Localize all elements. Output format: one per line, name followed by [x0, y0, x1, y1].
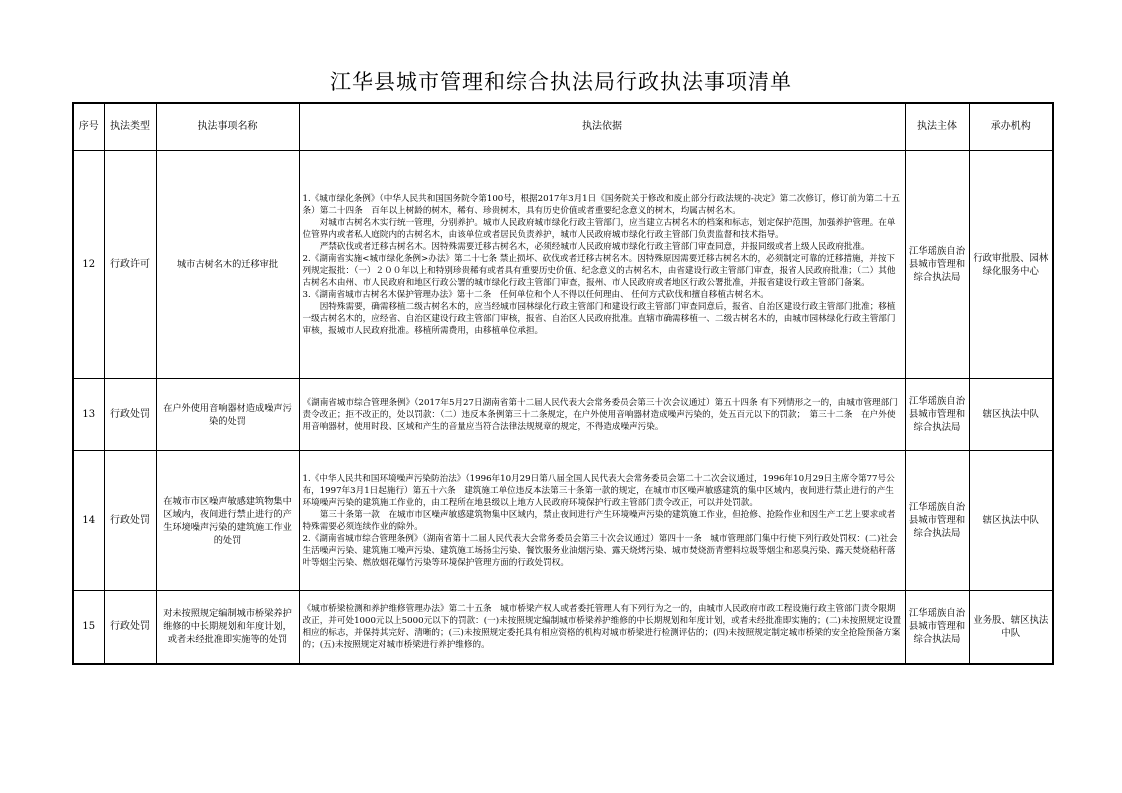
- header-cell: 执法类型: [104, 103, 156, 151]
- enforcement-subject: 江华瑶族自治县城市管理和综合执法局: [905, 591, 969, 664]
- enforcement-subject: 江华瑶族自治县城市管理和综合执法局: [905, 151, 969, 379]
- enforcement-type: 行政处罚: [104, 451, 156, 591]
- header-cell: 执法依据: [299, 103, 905, 151]
- basis-paragraph: 严禁砍伐或者迁移古树名木。因特殊需要迁移古树名木，必须经城市人民政府城市绿化行政主管部门审查同意，并报同级或者上级人民政府批准。: [319, 241, 870, 252]
- basis-paragraph: 1.《城市绿化条例》（中华人民共和国国务院令第100号，根据2017年3月1日《国务院关于修改和废止部分行政法规的-决定》第二次修订，修订前为第二十五条）第二十四条 百年以上树龄的树木，稀有、珍贵树木，具有历史价值或者重要纪念意义的树木，均属古树名木。: [302, 193, 900, 216]
- handling-unit: 行政审批股、园林绿化服务中心: [969, 151, 1053, 379]
- enforcement-type: 行政处罚: [104, 591, 156, 664]
- row-number: 14: [73, 451, 104, 591]
- handling-unit: 业务股、辖区执法中队: [969, 591, 1053, 664]
- item-name: 城市古树名木的迁移审批: [156, 151, 299, 379]
- table-row: [73, 151, 1053, 379]
- basis-paragraph: 3.《湖南省城市古树名木保护管理办法》第十二条 任何单位和个人不得以任何理由、 任何方式砍伐和擅自移植古树名木。: [302, 289, 769, 300]
- enforcement-table: [72, 102, 1054, 665]
- basis-paragraph: 因特殊需要，确需移植二级古树名木的，应当经城市园林绿化行政主管部门和建设行政主管部门审查同意后，报省、自治区建设行政主管部门批准；移植一级古树名木的，应经省、自治区建设行政主管部门审核，报省、自治区人民政府批准。直辖市确需移植一、二级古树名木的，由城市园林绿化行政主管部门审核，报城市人民政府批准。移植所需费用，由移植单位承担。: [302, 301, 896, 336]
- handling-unit: 辖区执法中队: [969, 379, 1053, 451]
- table-row: [73, 591, 1053, 664]
- enforcement-subject: 江华瑶族自治县城市管理和综合执法局: [905, 451, 969, 591]
- row-number: 12: [73, 151, 104, 379]
- basis-paragraph: 1.《中华人民共和国环境噪声污染防治法》（1996年10月29日第八届全国人民代表大会常务委员会第二十二次会议通过，1996年10月29日主席令第77号公布，1997年3月1日起施行）第五十六条 建筑施工单位违反本法第三十条第一款的规定，在城市市区噪声敏感建筑的集中区域内，夜间进行禁止进行的产生环境噪声污染的建筑施工作业的，由工程所在地县级以上地方人民政府环境保护行政主管部门责令改正，可以并处罚款。: [302, 473, 895, 508]
- enforcement-type: 行政许可: [104, 151, 156, 379]
- header-cell: 承办机构: [969, 103, 1053, 151]
- basis-paragraph: 《城市桥梁检测和养护维修管理办法》第二十五条 城市桥梁产权人或者委托管理人有下列行为之一的，由城市人民政府市政工程设施行政主管部门责令限期改正，并可处1000元以上5000元以下的罚款：(一)未按照规定编制城市桥梁养护维修的中长期规划和年度计划，或者未经批准即实施的；(二)未按照规定设置相应的标志，并保持其完好、清晰的；(三)未按照规定委托具有相应资格的机构对城市桥梁进行检测评估的；(四)未按照规定制定城市桥梁的安全抢险预备方案的；(五)未按照规定对城市桥梁进行养护维修的。: [302, 603, 902, 650]
- item-name: 在城市市区噪声敏感建筑物集中区域内，夜间进行禁止进行的产生环境噪声污染的建筑施工作业的处罚: [156, 451, 299, 591]
- header-cell: 序号: [73, 103, 104, 151]
- item-name: 对未按照规定编制城市桥梁养护维修的中长期规划和年度计划，或者未经批准即实施等的处罚: [156, 591, 299, 664]
- row-number: 15: [73, 591, 104, 664]
- table-row: [73, 379, 1053, 451]
- item-name: 在户外使用音响器材造成噪声污染的处罚: [156, 379, 299, 451]
- legal-basis: [299, 591, 905, 664]
- handling-unit: 辖区执法中队: [969, 451, 1053, 591]
- header-cell: 执法主体: [905, 103, 969, 151]
- basis-paragraph: 第三十条第一款 在城市市区噪声敏感建筑物集中区域内，禁止夜间进行产生环境噪声污染的建筑施工作业，但抢修、抢险作业和因生产工艺上要求或者特殊需要必须连续作业的除外。: [302, 509, 896, 532]
- header-cell: 执法事项名称: [156, 103, 299, 151]
- basis-paragraph: 2.《湖南省城市综合管理条例》（湖南省第十二届人民代表大会常务委员会第三十次会议通过）第四十一条 城市管理部门集中行使下列行政处罚权：(二)社会生活噪声污染、建筑施工噪声污染、建筑施工场扬尘污染、餐饮服务业油烟污染、露天烧烤污染、城市焚烧沥青塑料垃圾等烟尘和恶臭污染、露天焚烧秸秆落叶等烟尘污染、燃放烟花爆竹污染等环境保护管理方面的行政处罚权。: [302, 533, 898, 568]
- basis-paragraph: 对城市古树名木实行统一管理，分别养护。城市人民政府城市绿化行政主管部门，应当建立古树名木的档案和标志，划定保护范围，加强养护管理。在单位管界内或者私人庭院内的古树名木，由该单位或者居民负责养护，城市人民政府城市绿化行政主管部门负责监督和技术指导。: [302, 217, 896, 240]
- row-number: 13: [73, 379, 104, 451]
- enforcement-type: 行政处罚: [104, 379, 156, 451]
- basis-paragraph: 2.《湖南省实施<城市绿化条例>办法》第二十七条 禁止损坏、砍伐或者迁移古树名木。因特殊原因需要迁移古树名木的，必须制定可靠的迁移措施，并按下列规定报批：（一）２００年以上和特别珍贵稀有或者具有重要历史价值、纪念意义的古树名木，由省建设行政主管部门审查，报省人民政府批准；（二）其他古树名木由州、市人民政府和地区行政公署的城市绿化行政主管部门审查，报州、市人民政府或者地区行政公署批准，并报省建设行政主管部门备案。: [302, 253, 896, 288]
- legal-basis: [299, 451, 905, 591]
- table-row: [73, 451, 1053, 591]
- legal-basis: [299, 379, 905, 451]
- page-title: 江华县城市管理和综合执法局行政执法事项清单: [330, 70, 792, 94]
- basis-paragraph: 《湖南省城市综合管理条例》（2017年5月27日湖南省第十二届人民代表大会常务委员会第三十次会议通过）第五十四条 有下列情形之一的，由城市管理部门责令改正；拒不改正的，处以罚款：（二）违反本条例第三十二条规定，在户外使用音响器材造成噪声污染的，处五百元以下的罚款； 第三十二条 在户外使用音响器材，使用时段、区域和产生的音量应当符合法律法规规章的规定，不得造成噪声污染。: [302, 397, 898, 432]
- table-header-row: [73, 103, 1053, 151]
- enforcement-subject: 江华瑶族自治县城市管理和综合执法局: [905, 379, 969, 451]
- legal-basis: [299, 151, 905, 379]
